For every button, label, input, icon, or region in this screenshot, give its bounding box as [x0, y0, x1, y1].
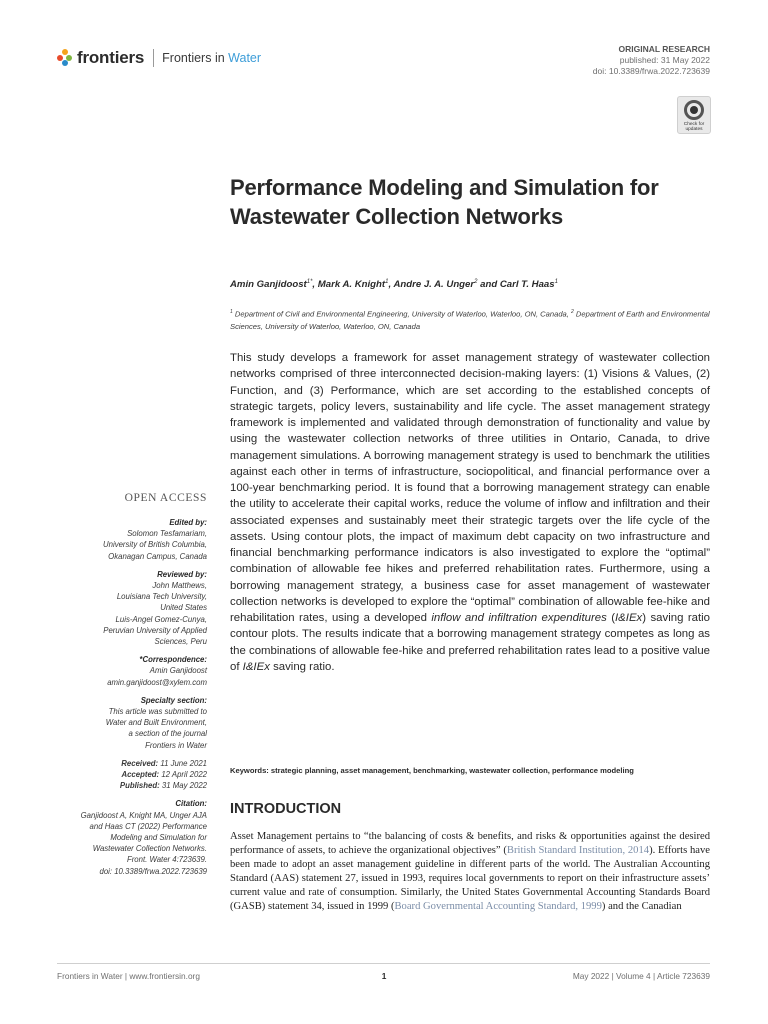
- article-title: Performance Modeling and Simulation for Wastewater Collection Networks: [230, 175, 659, 229]
- citation-link[interactable]: British Standard Institution, 2014: [506, 845, 650, 856]
- author[interactable]: Andre J. A. Unger$^2$: [393, 279, 478, 291]
- journal-name: Frontiers in Water: [162, 51, 262, 65]
- footer-divider: [57, 963, 710, 964]
- page-number: 1: [381, 971, 387, 981]
- affiliations: $^1$ Department of Civil and Environmental Engineering, University of Waterloo, Waterloo, ON, Canada, $^2$ Department of Earth and Environmental Sciences, University of Waterloo, Waterloo, ON, Canada: [230, 309, 710, 331]
- citation-link[interactable]: Board Governmental Accounting Standard, 1999: [394, 901, 602, 912]
- correspondence: *Correspondence: Amin Ganjidoost amin.ganjidoost@xylem.com: [40, 654, 207, 688]
- introduction-heading: INTRODUCTION: [230, 801, 342, 817]
- article-sidebar: [40, 517, 207, 884]
- check-updates-icon: [684, 100, 704, 120]
- keywords: Keywords: strategic planning, asset management, benchmarking, wastewater collection, performance modeling: [230, 766, 634, 775]
- footer-issue-info: May 2022 | Volume 4 | Article 723639: [572, 971, 710, 981]
- brand-divider: [153, 49, 154, 67]
- author[interactable]: Carl T. Haas$^1$: [499, 279, 558, 291]
- author[interactable]: Amin Ganjidoost$^{1*}$: [230, 279, 313, 291]
- citation: Citation: Ganjidoost A, Knight MA, Unger AJA and Haas CT (2022) Performance Modeling and Simulation for Wastewater Collection Networks. Front. Water 4:723639. doi: 10.3389/frwa.2022.723639: [40, 798, 207, 876]
- introduction-text: Asset Management pertains to “the balancing of costs & benefits, and risks & opportunities against the desired performance of assets, to achieve the organizational objectives” (British Standard Institution, 2014). Efforts have been made to adopt an asset management guideline in different parts of the world. The Australian Accounting Standard (AAS) statement 27, issued in 1993, requires local governments to report on their infrastructure assets’ current value and rate of consumption. Similarly, the United States Governmental Accounting Standards Board (GASB) statement 34, issued in 1999 (Board Governmental Accounting Standard, 1999) and the Canadian: [230, 831, 710, 912]
- author[interactable]: Mark A. Knight$^1$: [317, 279, 389, 291]
- edited-by: Edited by: Solomon Tesfamariam, University of British Columbia, Okanagan Campus, Canada: [103, 518, 207, 561]
- article-dates: Received: 11 June 2021 Accepted: 12 April 2022 Published: 31 May 2022: [119, 758, 207, 791]
- reviewed-by: Reviewed by: John Matthews, Louisiana Tech University, United States Luis-Angel Gomez-Cunya, Peruvian University of Applied Sciences, Peru: [103, 569, 207, 647]
- abstract: This study develops a framework for asset management strategy of wastewater collection networks comprised of three interconnected decision-making layers: (1) Visions & Values, (2) Function, and (3) Performance, which are set according to the established concepts of strategic targets, policy levers, sustainability and life cycle. The asset management strategy framework is implemented and validated through demonstration of functionality and value by using the wastewater collection networks of three utilities in Ontario, Canada, to drive management simulations. A borrowing management strategy is used to benchmark the utilities against each other in terms of infrastructure, sociopolitical, and financial performance over a 100-year benchmarking period. It is found that a borrowing management strategy can enable the utility to accelerate their capital works, reduce the volume of inflow and infiltration and their associated expenses and sustainably meet their strategic targets over the life cycle of the assets. Using contour plots, the impact of maximum debt capacity on two infrastructure and financial benchmarking performance indicators is also investigated to explore the “optimal” combination of allowable fee hikes and preferred rehabilitation rates. Furthermore, using a borrowing management strategy, a business case for asset management of wastewater collection networks is developed to explore the “optimal” combination of allowable fee-hike and rehabilitation rates, using a developed inflow and infiltration expenditures (I&IEx) saving ratio contour plots. The results indicate that a borrowing management strategy competes as long as the combinations of allowable fee-hike and preferred rehabilitation rates lead to a positive value of I&IEx saving ratio.: [230, 352, 710, 673]
- check-for-updates-button[interactable]: [677, 96, 711, 134]
- published-date: published: 31 May 2022: [619, 55, 710, 65]
- brand-name: frontiers: [77, 48, 145, 67]
- citation-doi[interactable]: doi: 10.3389/frwa.2022.723639: [99, 866, 207, 876]
- open-access-label: OPEN ACCESS: [124, 492, 207, 504]
- footer-journal-link[interactable]: Frontiers in Water | www.frontiersin.org: [57, 971, 200, 981]
- correspondence-email[interactable]: amin.ganjidoost@xylem.com: [107, 677, 207, 687]
- check-updates-label: Check for updates: [683, 122, 705, 132]
- article-meta: [593, 44, 710, 77]
- article-doi[interactable]: doi: 10.3389/frwa.2022.723639: [592, 66, 710, 76]
- article-type: ORIGINAL RESEARCH: [618, 44, 710, 54]
- specialty-section: Specialty section: This article was submitted to Water and Built Environment, a section of the journal Frontiers in Water: [105, 695, 207, 750]
- journal-brand: [57, 46, 261, 70]
- frontiers-logo-icon: [57, 49, 73, 67]
- author-list: Amin Ganjidoost$^{1*}$, Mark A. Knight$^1$, Andre J. A. Unger$^2$ and Carl T. Haas$^1$: [230, 279, 558, 291]
